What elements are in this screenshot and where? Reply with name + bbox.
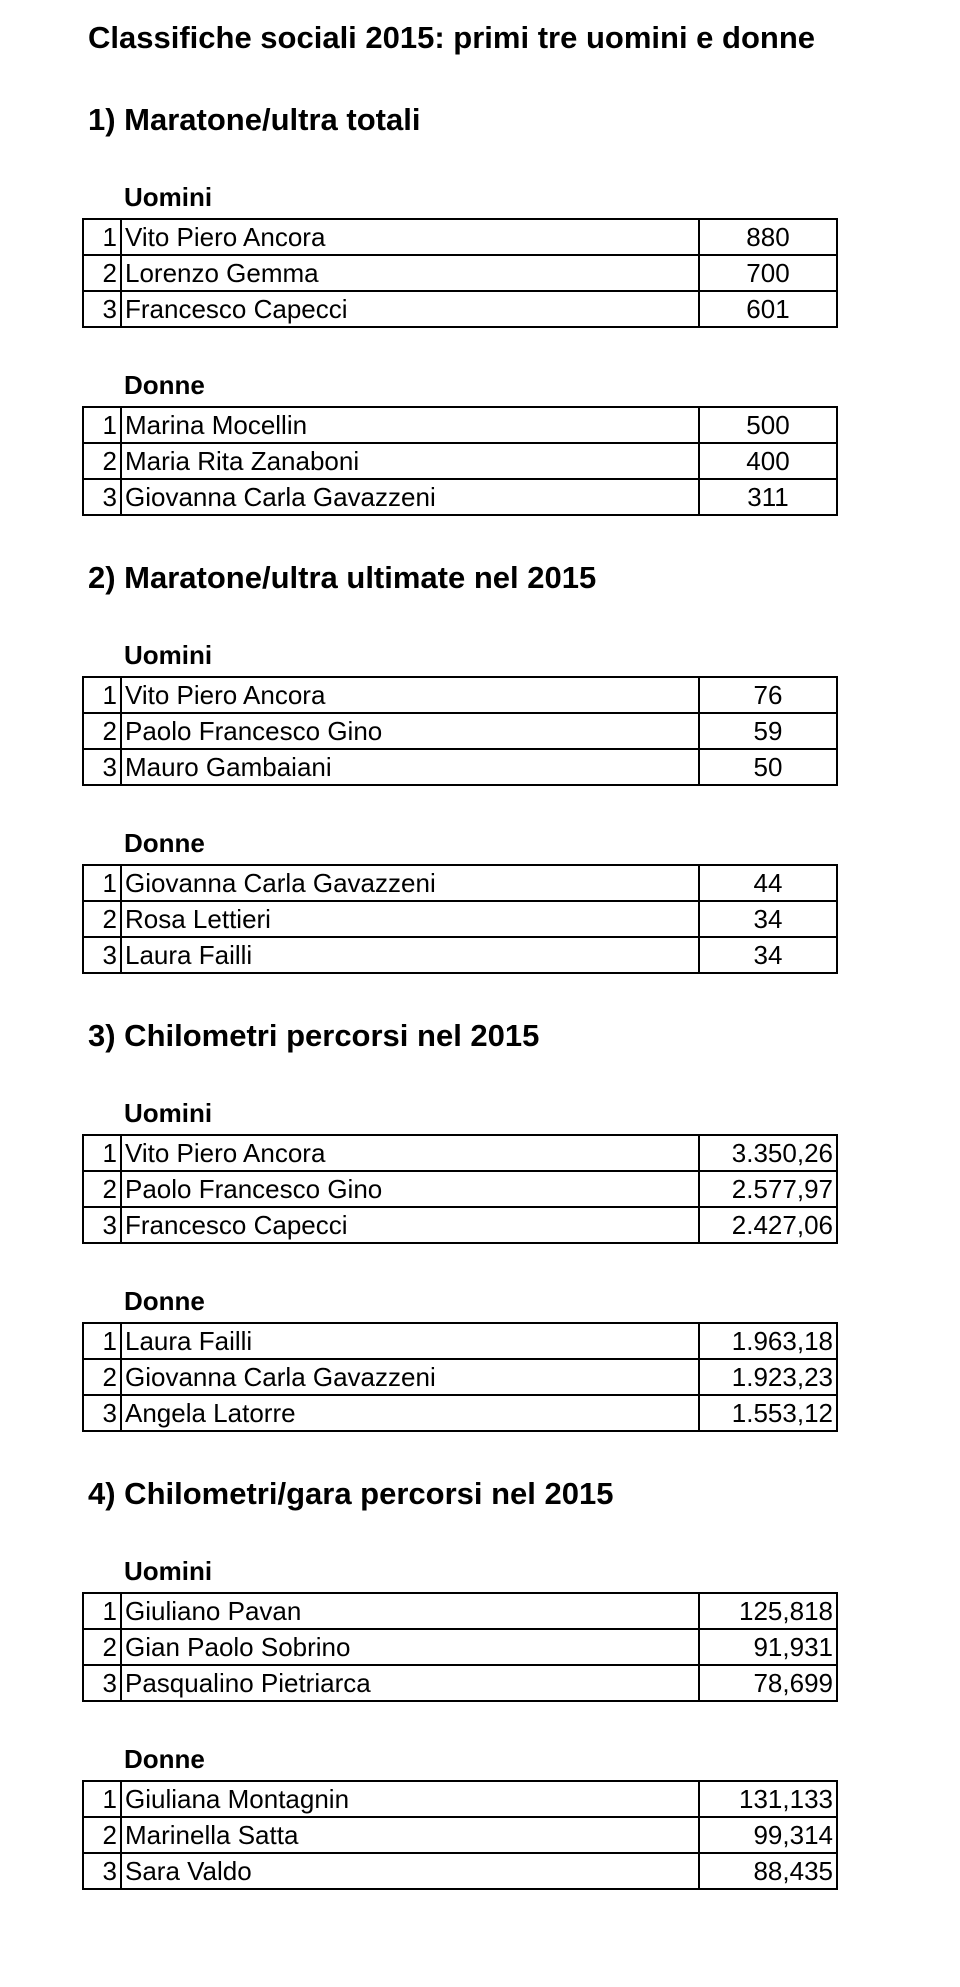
- name-cell: Laura Failli: [121, 1323, 699, 1359]
- name-cell: Francesco Capecci: [121, 291, 699, 327]
- rank-cell: 2: [83, 255, 121, 291]
- group-label: Donne: [124, 370, 205, 400]
- table-row: [83, 219, 837, 255]
- name-cell: Giuliana Montagnin: [121, 1781, 699, 1817]
- table-row: [83, 937, 837, 973]
- value-cell: 88,435: [699, 1853, 837, 1889]
- name-cell: Gian Paolo Sobrino: [121, 1629, 699, 1665]
- table-row: [83, 1359, 837, 1395]
- rank-cell: 3: [83, 1853, 121, 1889]
- ranking-table: [82, 218, 838, 328]
- table-row: [83, 677, 837, 713]
- value-cell: 44: [699, 865, 837, 901]
- ranking-table: [82, 1322, 838, 1432]
- value-cell: 400: [699, 443, 837, 479]
- value-cell: 3.350,26: [699, 1135, 837, 1171]
- rank-cell: 3: [83, 1395, 121, 1431]
- name-cell: Pasqualino Pietriarca: [121, 1665, 699, 1701]
- value-cell: 880: [699, 219, 837, 255]
- name-cell: Vito Piero Ancora: [121, 1135, 699, 1171]
- value-cell: 2.427,06: [699, 1207, 837, 1243]
- value-cell: 2.577,97: [699, 1171, 837, 1207]
- table-row: [83, 1395, 837, 1431]
- value-cell: 131,133: [699, 1781, 837, 1817]
- table-row: [83, 1665, 837, 1701]
- name-cell: Giovanna Carla Gavazzeni: [121, 479, 699, 515]
- group-label: Uomini: [124, 640, 213, 670]
- ranking-table: [82, 1134, 838, 1244]
- ranking-table: [82, 406, 838, 516]
- value-cell: 78,699: [699, 1665, 837, 1701]
- name-cell: Angela Latorre: [121, 1395, 699, 1431]
- rank-cell: 2: [83, 1171, 121, 1207]
- table-row: [83, 1323, 837, 1359]
- name-cell: Vito Piero Ancora: [121, 219, 699, 255]
- name-cell: Giovanna Carla Gavazzeni: [121, 1359, 699, 1395]
- value-cell: 76: [699, 677, 837, 713]
- table-row: [83, 713, 837, 749]
- section-heading: 2) Maratone/ultra ultimate nel 2015: [88, 560, 597, 595]
- rank-cell: 1: [83, 1323, 121, 1359]
- table-row: [83, 1853, 837, 1889]
- rank-cell: 3: [83, 937, 121, 973]
- value-cell: 91,931: [699, 1629, 837, 1665]
- page-title: Classifiche sociali 2015: primi tre uomini e donne: [88, 20, 816, 55]
- value-cell: 601: [699, 291, 837, 327]
- value-cell: 50: [699, 749, 837, 785]
- table-row: [83, 255, 837, 291]
- group-label: Uomini: [124, 1556, 213, 1586]
- table-row: [83, 1207, 837, 1243]
- rank-cell: 1: [83, 1593, 121, 1629]
- rank-cell: 1: [83, 219, 121, 255]
- group-label: Uomini: [124, 1098, 213, 1128]
- value-cell: 59: [699, 713, 837, 749]
- ranking-table: [82, 864, 838, 974]
- name-cell: Marinella Satta: [121, 1817, 699, 1853]
- rank-cell: 1: [83, 677, 121, 713]
- value-cell: 700: [699, 255, 837, 291]
- name-cell: Rosa Lettieri: [121, 901, 699, 937]
- table-row: [83, 1593, 837, 1629]
- name-cell: Francesco Capecci: [121, 1207, 699, 1243]
- name-cell: Laura Failli: [121, 937, 699, 973]
- rank-cell: 1: [83, 1135, 121, 1171]
- table-row: [83, 479, 837, 515]
- ranking-table: [82, 1780, 838, 1890]
- value-cell: 1.553,12: [699, 1395, 837, 1431]
- rank-cell: 2: [83, 443, 121, 479]
- table-row: [83, 1135, 837, 1171]
- rank-cell: 3: [83, 1207, 121, 1243]
- ranking-table: [82, 1592, 838, 1702]
- rank-cell: 1: [83, 407, 121, 443]
- group-label: Donne: [124, 1286, 205, 1316]
- name-cell: Vito Piero Ancora: [121, 677, 699, 713]
- value-cell: 500: [699, 407, 837, 443]
- table-row: [83, 1629, 837, 1665]
- table-row: [83, 291, 837, 327]
- group-label: Donne: [124, 828, 205, 858]
- rank-cell: 2: [83, 1817, 121, 1853]
- table-row: [83, 749, 837, 785]
- table-row: [83, 443, 837, 479]
- rank-cell: 2: [83, 1359, 121, 1395]
- rank-cell: 2: [83, 1629, 121, 1665]
- rank-cell: 3: [83, 749, 121, 785]
- value-cell: 1.963,18: [699, 1323, 837, 1359]
- table-row: [83, 901, 837, 937]
- rank-cell: 3: [83, 291, 121, 327]
- rank-cell: 3: [83, 479, 121, 515]
- section-heading: 3) Chilometri percorsi nel 2015: [88, 1018, 540, 1053]
- table-row: [83, 407, 837, 443]
- group-label: Uomini: [124, 182, 213, 212]
- rank-cell: 3: [83, 1665, 121, 1701]
- section-heading: 1) Maratone/ultra totali: [88, 102, 421, 137]
- name-cell: Giovanna Carla Gavazzeni: [121, 865, 699, 901]
- name-cell: Mauro Gambaiani: [121, 749, 699, 785]
- rank-cell: 2: [83, 713, 121, 749]
- table-row: [83, 1817, 837, 1853]
- group-label: Donne: [124, 1744, 205, 1774]
- value-cell: 34: [699, 901, 837, 937]
- name-cell: Lorenzo Gemma: [121, 255, 699, 291]
- name-cell: Giuliano Pavan: [121, 1593, 699, 1629]
- table-row: [83, 1171, 837, 1207]
- rank-cell: 1: [83, 1781, 121, 1817]
- table-row: [83, 865, 837, 901]
- name-cell: Marina Mocellin: [121, 407, 699, 443]
- value-cell: 311: [699, 479, 837, 515]
- section-heading: 4) Chilometri/gara percorsi nel 2015: [88, 1476, 614, 1511]
- name-cell: Paolo Francesco Gino: [121, 713, 699, 749]
- value-cell: 99,314: [699, 1817, 837, 1853]
- value-cell: 1.923,23: [699, 1359, 837, 1395]
- name-cell: Maria Rita Zanaboni: [121, 443, 699, 479]
- name-cell: Paolo Francesco Gino: [121, 1171, 699, 1207]
- value-cell: 125,818: [699, 1593, 837, 1629]
- rank-cell: 2: [83, 901, 121, 937]
- name-cell: Sara Valdo: [121, 1853, 699, 1889]
- rank-cell: 1: [83, 865, 121, 901]
- value-cell: 34: [699, 937, 837, 973]
- table-row: [83, 1781, 837, 1817]
- ranking-table: [82, 676, 838, 786]
